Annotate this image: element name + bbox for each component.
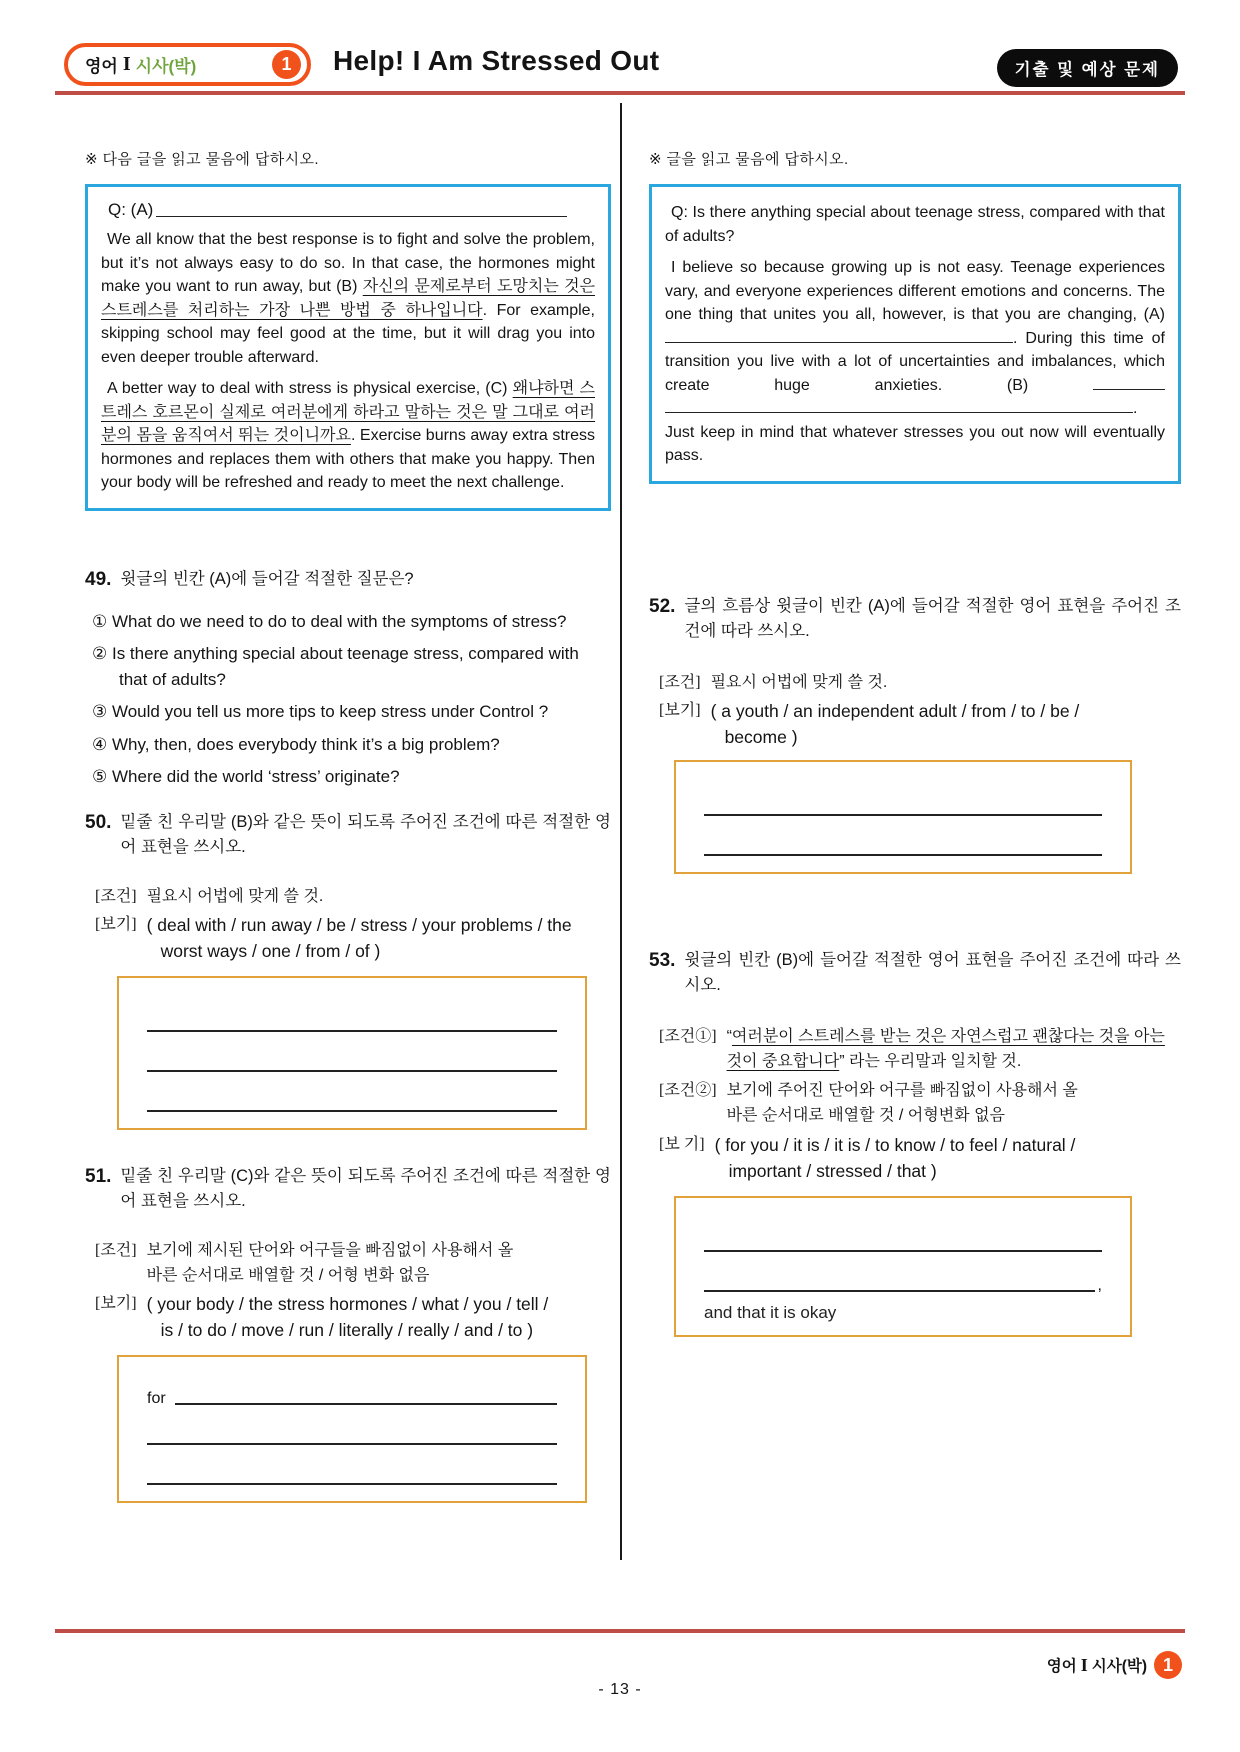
page-number: - 13 - [598,1681,642,1698]
option-marker: ⑤ [92,767,108,786]
answer-line [704,816,1102,856]
underlined-korean-b: 자신의 문제로부터 도망치는 것은 스트레스를 처리하는 가장 나쁜 방법 중 하나입니다 [101,278,595,319]
answer-line [704,1212,1102,1252]
question-51 [85,1164,611,1503]
answer-box-51 [117,1355,587,1503]
condition-text: 필요시 어법에 맞게 쓸 것. [710,673,888,691]
answer-line [147,1072,557,1112]
condition-row [85,884,611,909]
passage-text: . During this time of transition you live with a lot of uncertainties and imbalances, which create huge anxieties. (B) [665,329,1165,394]
bogi-row [649,1132,1181,1184]
instruction-right: ※ 글을 읽고 물음에 답하시오. [649,151,849,168]
answer-box-53 [674,1196,1132,1337]
footer-number-badge: 1 [1154,1651,1182,1679]
condition-label: [조건] [95,1241,137,1259]
blank-a-continued [761,328,1013,343]
page-title: Help! I Am Stressed Out [333,45,660,76]
brand-number-badge: 1 [272,50,301,79]
answer-line [147,1032,557,1072]
question-stem: 윗글의 빈칸 (A)에 들어갈 적절한 질문은? [120,569,414,588]
question-stem: 밑줄 친 우리말 (B)와 같은 뜻이 되도록 주어진 조건에 따른 적절한 영어 표현을 쓰시오. [120,812,611,856]
bogi-text: ( for you / it is / it is / to know / to feel / natural / important / stressed / that ) [714,1134,1076,1181]
bogi-row [85,1291,611,1343]
blank-b-continued [665,398,1133,413]
bogi-text: ( deal with / run away / be / stress / your problems / the worst ways / one / from / of ) [146,914,572,961]
option-text: What do we need to do to deal with the symptoms of stress? [111,611,567,631]
passage-text: We all know that the best response is to fight and solve the problem, but it’s not always easy to do so. In that case, the hormones might make you want to run away, but (B) [101,231,595,295]
answer-line [147,992,557,1032]
answer-line [147,1405,557,1445]
question-53 [649,948,1181,1337]
blank-b [1093,375,1165,390]
option-marker: ③ [92,702,108,721]
answer-line [147,1445,557,1485]
answer-line-with-comma [704,1252,1102,1292]
answer-note: and that it is okay [704,1302,837,1322]
passage-paragraph [665,256,1165,468]
passage-paragraph-2 [101,377,595,495]
passage-text: . Just keep in mind that whatever stresses you out now will eventually pass. [665,400,1165,464]
exam-type-badge: 기출 및 예상 문제 [997,49,1178,87]
brand-text-kor: 영어 [85,57,118,76]
bogi-label: [보기] [659,701,701,719]
option-item [92,609,611,635]
passage-paragraph-1 [101,228,595,369]
bogi-label: [보기] [95,1294,137,1312]
bogi-row [85,912,611,964]
passage-text: A better way to deal with stress is physical exercise, (C) [107,380,513,397]
bogi-text: ( your body / the stress hormones / what / you / tell / is / to do / move / run / literally / really / and / to ) [146,1293,549,1340]
condition-rest: ” 라는 우리말과 일치할 것. [839,1052,1022,1070]
bogi-label: [보기] [95,915,137,933]
condition-text: 필요시 어법에 맞게 쓸 것. [146,887,324,905]
option-item [92,641,611,692]
passage-q-label: Q: (A) [108,200,154,219]
instruction-left: ※ 다음 글을 읽고 물음에 답하시오. [85,151,319,168]
blank-a [665,328,761,343]
option-marker: ② [92,644,108,663]
bogi-label: [보 기] [659,1135,705,1153]
answer-prefix: for [147,1389,166,1407]
footer-brand-kor: 영어 [1046,1658,1077,1675]
condition-text [727,1024,1181,1074]
option-item [92,764,611,790]
underlined-korean-c: 왜냐하면 스트레스 호르몬이 실제로 여러분에게 하라고 말하는 것은 말 그대로 여러분의 몸을 움직여서 뛰는 것이니까요 [101,380,595,444]
question-50 [85,810,611,1130]
quote-open: “ [726,1027,732,1045]
footer-brand-publisher: 시사(박) [1091,1658,1147,1675]
question-stem: 글의 흐름상 윗글이 빈칸 (A)에 들어갈 적절한 영어 표현을 주어진 조건에 따라 쓰시오. [684,596,1181,640]
passage-text: I believe so because growing up is not easy. Teenage experiences vary, and everyone experiences different emotions and concerns. The one thing that unites you all, however, is that you are changing, (A) [665,259,1165,323]
question-number: 50. [85,811,112,833]
options-list [85,609,611,790]
passage-question-line [665,201,1165,248]
question-stem: 윗글의 빈칸 (B)에 들어갈 적절한 영어 표현을 주어진 조건에 따라 쓰시오. [684,950,1181,994]
question-number: 53. [649,949,676,971]
question-stem: 밑줄 친 우리말 (C)와 같은 뜻이 되도록 주어진 조건에 따른 적절한 영어 표현을 쓰시오. [120,1166,611,1210]
condition-1-row [649,1024,1181,1074]
condition-label: [조건①] [659,1027,717,1045]
footer-divider [55,1629,1185,1633]
header-divider [55,91,1185,95]
bogi-text: ( a youth / an independent adult / from / to / be / become ) [710,700,1080,747]
answer-box-50 [117,976,587,1130]
passage-text: . For example, skipping school may feel good at the time, but it will drag you into even deeper trouble afterward. [101,301,596,366]
brand-pill [64,43,311,86]
left-column [85,140,611,1503]
brand-text-roman: I [122,53,131,75]
condition-text: 보기에 제시된 단어와 어구들을 빠짐없이 사용해서 올바른 순서대로 배열할 것 / 어형 변화 없음 [146,1241,514,1284]
option-marker: ① [92,611,108,631]
passage-q-line [101,195,595,223]
option-item [92,732,611,758]
question-number: 52. [649,595,676,617]
option-item [92,699,611,725]
passage-text: . Exercise burns away extra stress hormones and replaces them with others that make you happy. Then your body will be refreshed and ready to meet the next challenge. [101,427,596,491]
footer-brand-roman: I [1080,1654,1088,1675]
question-number: 49. [85,568,112,590]
underlined-korean-condition: 여러분이 스트레스를 받는 것은 자연스럽고 괜찮다는 것을 아는 것이 중요합니다 [726,1027,1165,1070]
option-text: Would you tell us more tips to keep stress under Control ? [111,702,549,721]
column-divider [620,103,622,1560]
condition-label: [조건②] [659,1081,717,1099]
condition-label: [조건] [95,887,137,905]
blank-line [156,215,567,217]
passage-box-left [85,184,611,511]
answer-comma: , [1097,1276,1102,1294]
question-52 [649,594,1181,874]
option-text: Is there anything special about teenage stress, compared with that of adults? [111,644,579,689]
option-marker: ④ [92,734,108,754]
condition-row [649,670,1181,695]
option-text: Where did the world ‘stress’ originate? [111,767,400,786]
condition-row [85,1238,611,1288]
passage-box-right [649,184,1181,484]
right-column [649,140,1181,1337]
option-text: Why, then, does everybody think it’s a big problem? [111,734,500,754]
answer-line-with-prefix [147,1365,557,1405]
answer-line [704,776,1102,816]
footer-brand [1047,1651,1182,1679]
condition-2-row [649,1078,1181,1128]
question-49 [85,567,611,790]
brand-text-publisher: 시사(박) [135,57,197,76]
bogi-row [649,698,1181,750]
condition-label: [조건] [659,673,701,691]
condition-text: 보기에 주어진 단어와 어구를 빠짐없이 사용해서 올바른 순서대로 배열할 것 / 어형변화 없음 [726,1081,1078,1124]
answer-box-52 [674,760,1132,874]
passage-text: Q: Is there anything special about teenage stress, compared with that of adults? [665,204,1165,245]
question-number: 51. [85,1165,112,1187]
